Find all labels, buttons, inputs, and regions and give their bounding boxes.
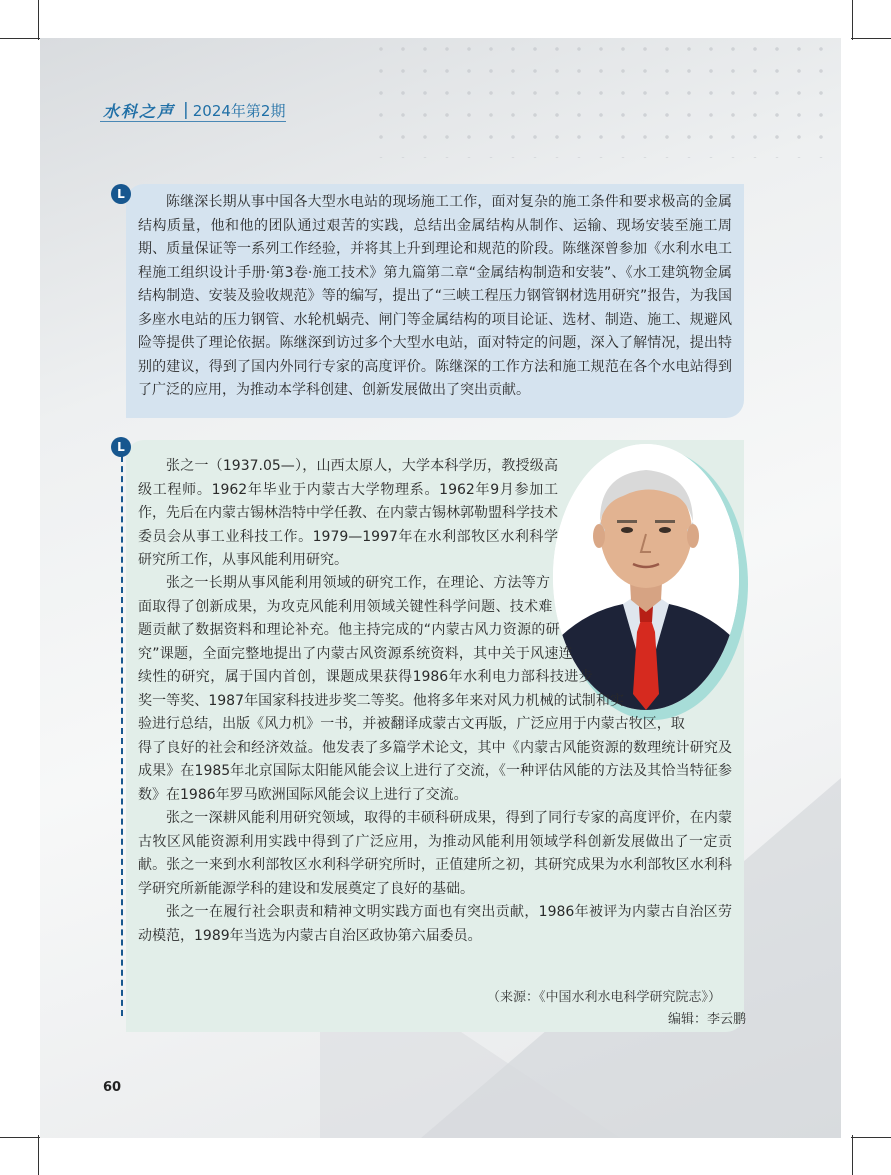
crop-mark (38, 1135, 39, 1175)
section-marker-icon: L (111, 184, 131, 204)
dashed-guide-line (121, 456, 123, 1016)
paragraph: 张之一深耕风能利用研究领域，取得的丰硕科研成果，得到了同行专家的高度评价，在内蒙古牧区风能资源利用实践中得到了广泛应用，为推动风能利用领域学科创新发展做出了一定贡献。张之一来到水利部牧区水利科学研究所时，正值建所之初，其研究成果为水利部牧区水利科学研究所新能源学科的建设和发展奠定了良好的基础。 (138, 810, 732, 897)
paragraph: 陈继深长期从事中国各大型水电站的现场施工工作，面对复杂的施工条件和要求极高的金属结构质量，他和他的团队通过艰苦的实践，总结出金属结构从制作、运输、现场安装至施工周期、质量保证等一系列工作经验，并将其上升到理论和规范的阶段。陈继深曾参加《水利水电工 程施工组织设计手册·第3卷·施工技术》第九篇第二章“金属结构制造和安装”、《水工建筑物金属结构制造、安装及验收规范》等的编写，提出了“三峡工程压力钢管钢材选用研究”报告，为我国多座水电站的压力钢管、水轮机蜗壳、闸门等金属结构的项目论证、选材、制造、施工、规避风险等提供了理论依据。陈继深到访过多个大型水电站，面对特定的问题，深入了解情况，提出特别的建议，得到了国内外同行专家的高度评价。陈继深的工作方法和施工规范在各个水电站得到了广泛的应用，为推动本学科创建、创新发展做出了突出贡献。 (138, 194, 732, 398)
journal-brand: 水科之声 (103, 101, 176, 121)
dot-pattern (370, 38, 841, 158)
section-2-body (138, 572, 732, 948)
crop-mark (852, 0, 853, 40)
crop-mark (852, 1135, 853, 1175)
crop-mark (0, 1137, 40, 1138)
source-citation: （来源：《中国水利水电科学研究院志》） (486, 990, 721, 1005)
paragraph: 张之一长期从事风能利用领域的研究工作，在理论、方法等方面取得了创新成果，为攻克风能利用领域关键性科学问题、技术难题贡献了数据资料和理论补充。他主持完成的“内蒙古风力资源的研究”课题，全面完整地提出了内蒙古风资源系统资料，其中关于风速连续性的研究，属于国内首创，课题成果获得1986年水利电力部科技进步奖一等奖、1987年国家科技进步奖二等奖。他将多年来对风力机械的试制和实验进行总结，出版《风力机》一书，并被翻译成蒙古文再版，广泛应用于内蒙古牧区，取得了良好的社会和经济效益。他发表了多篇学术论文，其中《内蒙古风能资源的数理统计研究及成果》在1985年北京国际太阳能风能会议上进行了交流，《一种评估风能的方法及其恰当特征参数》在1986年罗马欧洲国际风能会议上进行了交流。 (138, 575, 732, 803)
issue-label: 2024年第2期 (192, 101, 286, 120)
header-separator: | (183, 100, 189, 120)
crop-mark (0, 38, 40, 39)
page-number: 60 (103, 1080, 122, 1095)
paragraph: 张之一在履行社会职责和精神文明实践方面也有突出贡献，1986年被评为内蒙古自治区劳动模范，1989年当选为内蒙古自治区政协第六届委员。 (138, 904, 732, 944)
section-1-text (138, 191, 732, 403)
crop-mark (851, 38, 891, 39)
paragraph: 张之一（1937.05—），山西太原人，大学本科学历，教授级高级工程师。1962年毕业于内蒙古大学物理系。1962年9月参加工作，先后在内蒙古锡林浩特中学任教、在内蒙古锡林郭勒盟科学技术委员会从事工业科技工作。1979—1997年在水利部牧区水利科学研究所工作，从事风能利用研究。 (138, 458, 558, 568)
crop-mark (851, 1137, 891, 1138)
section-marker-icon: L (111, 437, 131, 457)
crop-mark (38, 0, 39, 40)
editor-credit: 编辑：李云鹏 (667, 1012, 746, 1027)
header-rule (100, 121, 286, 122)
running-header (103, 97, 285, 123)
